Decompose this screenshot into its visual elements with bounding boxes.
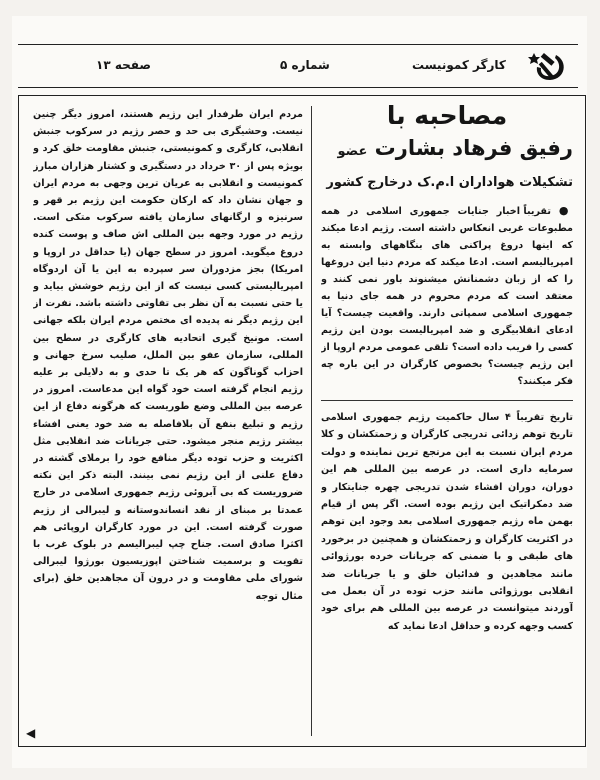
answer-1: تاریخ تقریباً ۴ سال حاکمیت رژیم جمهوری اسلامی تاریخ توهم زدائی تدریجی کارگران و زحمتکشان و کلا مردم ایران نسبت به این مرتجع ترین نماینده و دولت سرمایه داری است. در عرصه بین المللی هم این دوران، دوران افشاء شدن تدریجی چهره جنایتکار و ضد دمکراتیک این رژیم بوده است. اگر پس از قیام بهمن ماه رژیم جمهوری اسلامی بعد وجود این توهم در اکثریت کارگران و زحمتکشان و همچنین در برخورد های طبقی و با ضمنی که جریانات خرده بورژوائی مانند مجاهدین و فدائیان خلق و یا جریانات ضد انقلابی بورژوائی مانند حزب توده در آن بعمل می آوردند میتوانست در عرصه بین المللی هم برای خود کسب وجهه کرده و حداقل ادعا نماید که <box>321 412 573 632</box>
publication-title: کارگر کمونیست <box>412 58 506 72</box>
section-divider <box>321 400 573 401</box>
left-column-text: مردم ایران طرفدار این رژیم هستند، امروز دیگر چنین نیست. وحشیگری بی حد و حصر رژیم در سرکوب جنبش انقلابی، کارگری و کمونیستی، جنبش مقاومت خلق کرد و بویژه پس از ۳۰ خرداد در دستگیری و کشتار هزاران مبارز کمونیست و انقلابی به عریان ترین وجهی به مردم ایران و جهان نشان داد که ارکان حکومت این رژیم بر قهر و سرنیزه و ارگانهای سازمان یافته سرکوب متکی است. رژیم در مورد وجهه بین المللی اش صاف و پوست کنده دروغ میگوید. امروز در سطح جهان (یا حداقل در اروپا و امریکا) بجز مزدوران سر سپرده به این یا آن اردوگاه امپریالیستی کسی نیست که از این رژیم خوشش بیاید و یا حتی نسبت به آن نظر بی تفاوتی داشته باشد. نفرت از این رژیم دیگر نه پدیده ای مختص مردم ایران بلکه جهانی است. مونیخ گیری اتحادیه های کارگری در سطح بین المللی، سازمان عفو بین الملل، صلیب سرخ جهانی و احزاب گوناگون که هر یک تا حدی و به دلایلی بر علیه رژیم انجام گرفته است خود گواه این مدعاست. امروز در عرصه بین المللی وضع طوریست که هرگونه دفاع از این رژیم و تبلیغ بنفع آن بلافاصله به ضد خود یعنی افشاء بیشتر رژیم منجر میشود. حتی جریانات ضد انقلابی مثل اکثریت و حزب توده دیگر منافع خود را برملای گشته در دفاع علنی از این رژیم نمی بینند. البته ذکر این نکته ضروریست که بی آبروئی رژیم جمهوری اسلامی در خارج عمدتا بر مبنای از نقد انساندوستانه و لیبرالی از رژیم صورت گرفته است. این در مورد کارگران اروپائی هم اکثرا صادق است. جناح چپ لیبرالیسم در بلوک غرب با تقویت و برسمیت شناختن اپوزیسیون بورژوا لیبرالی شورای ملی مقاومت و در درون آن مجاهدین خلق (برای مثال توجه <box>33 109 303 602</box>
question-1-text: تقریباً اخبار جنایات جمهوری اسلامی در همه مطبوعات غربی انعکاس داشته است. رژیم ادعا میکند که اینها دروغ پراکنی های بنگاههای وابسته به امپریالیسم است. ادعا میکند که مردم دنیا این دروغها را که از زبان دشمنانش میشنوند باور نمی کنند و معتقد است که مردم محروم در همه جای دنیا به جمهوری اسلامی سمپاتی دارند. واقعیت چیست؟ آیا ادعای انقلابیگری و ضد امپریالیست بودن این رژیم کسی را فریب داده است؟ تلقی عمومی مردم اروپا از این رژیم چیست؟ بخصوص کارگران در این باره چه فکر میکنند؟ <box>321 206 573 387</box>
column-divider <box>311 106 312 736</box>
headline-line1: مصاحبه با <box>386 101 508 130</box>
headline-line2 <box>321 132 573 168</box>
page-number: صفحه ۱۳ <box>96 58 151 72</box>
subheadline: تشکیلات هواداران ا.م.ک درخارج کشور <box>326 175 573 190</box>
headline-name: رفیق فرهاد بشارت <box>374 136 573 160</box>
headline-role: عضو <box>337 144 368 159</box>
issue-number: شماره ۵ <box>280 58 330 72</box>
hammer-sickle-star-logo <box>528 47 568 83</box>
continued-arrow-icon: ◀ <box>26 726 36 740</box>
left-column <box>33 106 303 736</box>
masthead <box>18 44 578 88</box>
article-frame <box>18 95 586 747</box>
right-column <box>321 100 573 740</box>
bullet-icon: ● <box>558 204 573 217</box>
question-1 <box>321 202 573 390</box>
